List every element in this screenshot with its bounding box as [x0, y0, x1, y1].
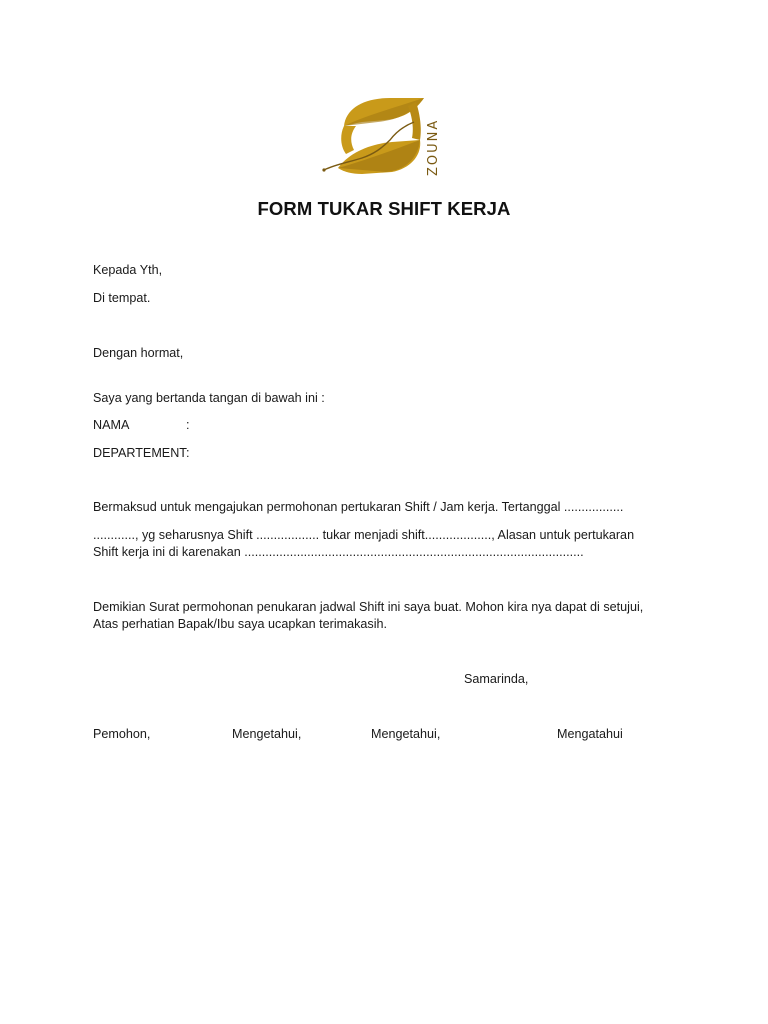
field-department — [93, 445, 190, 462]
request-line-2: ............, yg seharusnya Shift .................. tukar menjadi shift..................., Alasan untuk pertukaran — [93, 528, 635, 542]
place-date: Samarinda, — [464, 672, 529, 686]
field-department-separator: : — [186, 446, 190, 460]
company-logo — [316, 88, 452, 182]
field-name — [93, 417, 190, 434]
signature-acknowledged-1: Mengetahui, — [232, 727, 302, 741]
location-line: Di tempat. — [93, 291, 151, 305]
form-title: FORM TUKAR SHIFT KERJA — [257, 198, 511, 219]
intro-line: Saya yang bertanda tangan di bawah ini : — [93, 391, 325, 405]
signature-acknowledged-3: Mengatahui — [557, 727, 623, 741]
salutation: Dengan hormat, — [93, 346, 184, 360]
closing-line-2: Atas perhatian Bapak/Ibu saya ucapkan terimakasih. — [93, 617, 388, 631]
signature-acknowledged-2: Mengetahui, — [371, 727, 441, 741]
logo-right-stroke — [408, 102, 421, 140]
logo-brand-text: ZOUNA — [426, 118, 441, 176]
field-name-separator: : — [186, 418, 190, 432]
closing-paragraph — [93, 599, 673, 633]
logo-left-stroke — [341, 126, 356, 154]
signature-applicant: Pemohon, — [93, 727, 151, 741]
field-name-label: NAMA — [93, 418, 130, 432]
request-paragraph — [93, 527, 673, 561]
closing-line-1: Demikian Surat permohonan penukaran jadwal Shift ini saya buat. Mohon kira nya dapat di setujui, — [93, 600, 644, 614]
recipient-line: Kepada Yth, — [93, 263, 163, 277]
request-line-3: Shift kerja ini di karenakan ................................................................................................. — [93, 545, 584, 559]
request-line-1: Bermaksud untuk mengajukan permohonan pertukaran Shift / Jam kerja. Tertanggal ................. — [93, 500, 624, 514]
field-department-label: DEPARTEMENT — [93, 446, 187, 460]
